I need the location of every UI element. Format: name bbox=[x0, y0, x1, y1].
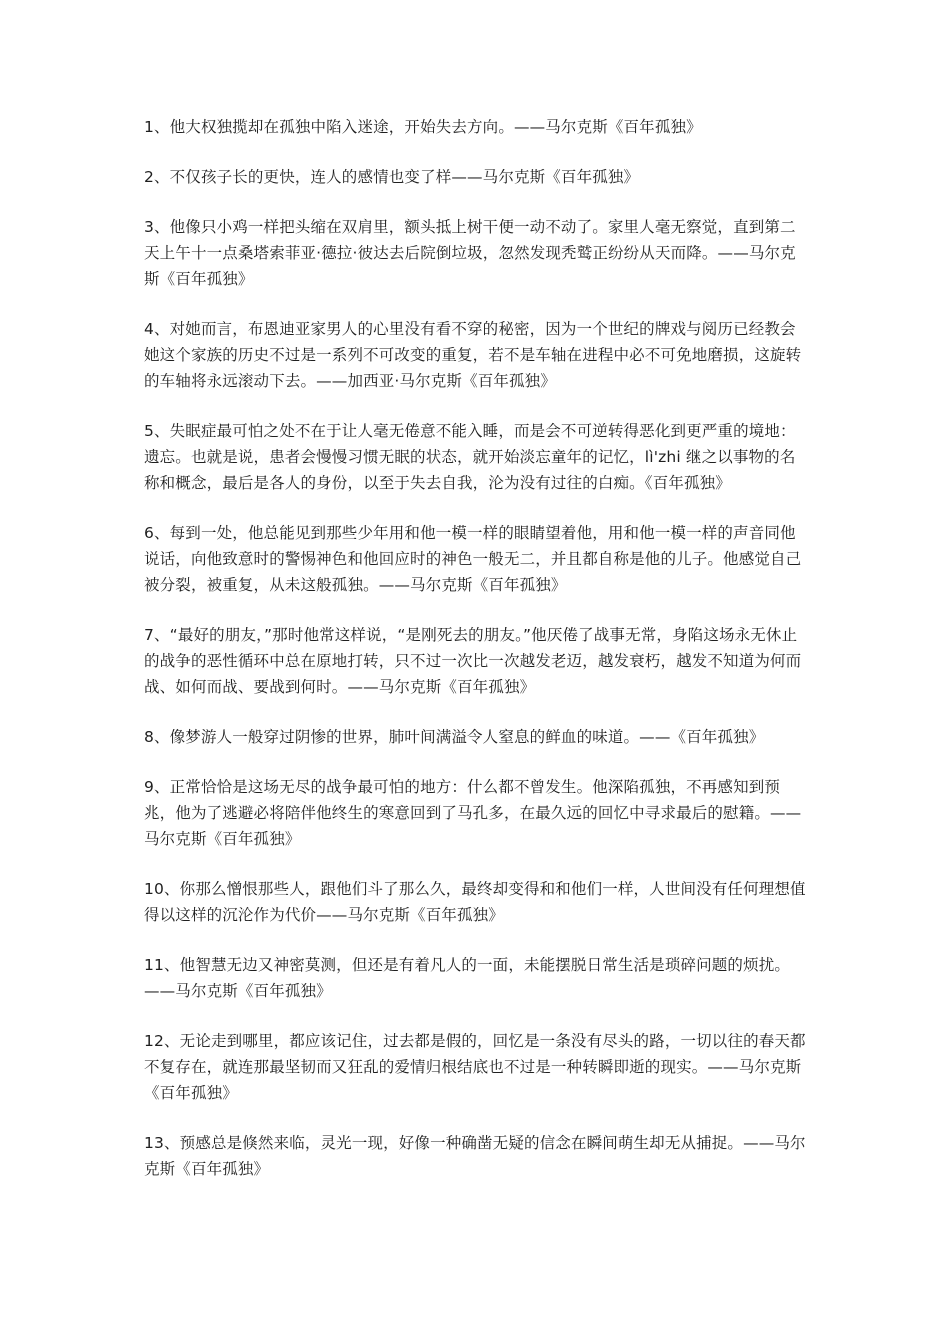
quote-item: 2、不仅孩子长的更快，连人的感情也变了样——马尔克斯《百年孤独》 bbox=[144, 168, 640, 186]
quote-item: 3、他像只小鸡一样把头缩在双肩里，额头抵上树干便一动不动了。家里人毫无察觉，直到第二天上午十一点桑塔索菲亚·德拉·彼达去后院倒垃圾，忽然发现秃鹫正纷纷从天而降。——马尔克斯《百年孤独》 bbox=[144, 218, 796, 288]
quote-item: 6、每到一处，他总能见到那些少年用和他一模一样的眼睛望着他，用和他一模一样的声音同他说话，向他致意时的警惕神色和他回应时的神色一般无二，并且都自称是他的儿子。他感觉自己被分裂，被重复，从未这般孤独。——马尔克斯《百年孤独》 bbox=[144, 524, 802, 594]
quote-item: 12、无论走到哪里，都应该记住，过去都是假的，回忆是一条没有尽头的路，一切以往的春天都不复存在，就连那最坚韧而又狂乱的爱情归根结底也不过是一种转瞬即逝的现实。——马尔克斯《百年孤独》 bbox=[144, 1032, 806, 1102]
quote-item: 11、他智慧无边又神密莫测，但还是有着凡人的一面，未能摆脱日常生活是琐碎问题的烦扰。——马尔克斯《百年孤独》 bbox=[144, 956, 791, 1000]
quote-item: 5、失眠症最可怕之处不在于让人毫无倦意不能入睡，而是会不可逆转得恶化到更严重的境地：遗忘。也就是说，患者会慢慢习惯无眠的状态，就开始淡忘童年的记忆，lì'zhi 继之以事物的名称和概念，最后是各人的身份，以至于失去自我，沦为没有过往的白痴。《百年孤独》 bbox=[144, 422, 796, 492]
quote-item: 1、他大权独揽却在孤独中陷入迷途，开始失去方向。——马尔克斯《百年孤独》 bbox=[144, 118, 702, 136]
quote-item: 10、你那么憎恨那些人，跟他们斗了那么久，最终却变得和和他们一样，人世间没有任何理想值得以这样的沉沦作为代价——马尔克斯《百年孤独》 bbox=[144, 880, 806, 924]
quote-item: 8、像梦游人一般穿过阴惨的世界，肺叶间满溢令人窒息的鲜血的味道。——《百年孤独》 bbox=[144, 728, 765, 746]
quote-item: 9、正常恰恰是这场无尽的战争最可怕的地方：什么都不曾发生。他深陷孤独，不再感知到预兆，他为了逃避必将陪伴他终生的寒意回到了马孔多，在最久远的回忆中寻求最后的慰籍。——马尔克斯《百年孤独》 bbox=[144, 778, 802, 848]
quote-item: 7、“最好的朋友，”那时他常这样说，“是刚死去的朋友。”他厌倦了战事无常，身陷这场永无休止的战争的恶性循环中总在原地打转，只不过一次比一次越发老迈，越发衰朽，越发不知道为何而战、如何而战、要战到何时。——马尔克斯《百年孤独》 bbox=[144, 626, 802, 696]
quote-item: 13、预感总是倏然来临，灵光一现，好像一种确凿无疑的信念在瞬间萌生却无从捕捉。——马尔克斯《百年孤独》 bbox=[144, 1134, 806, 1178]
quote-list bbox=[144, 114, 808, 1206]
quote-item: 4、对她而言，布恩迪亚家男人的心里没有看不穿的秘密，因为一个世纪的牌戏与阅历已经教会她这个家族的历史不过是一系列不可改变的重复，若不是车轴在进程中必不可免地磨损，这旋转的车轴将永远滚动下去。——加西亚·马尔克斯《百年孤独》 bbox=[144, 320, 802, 390]
